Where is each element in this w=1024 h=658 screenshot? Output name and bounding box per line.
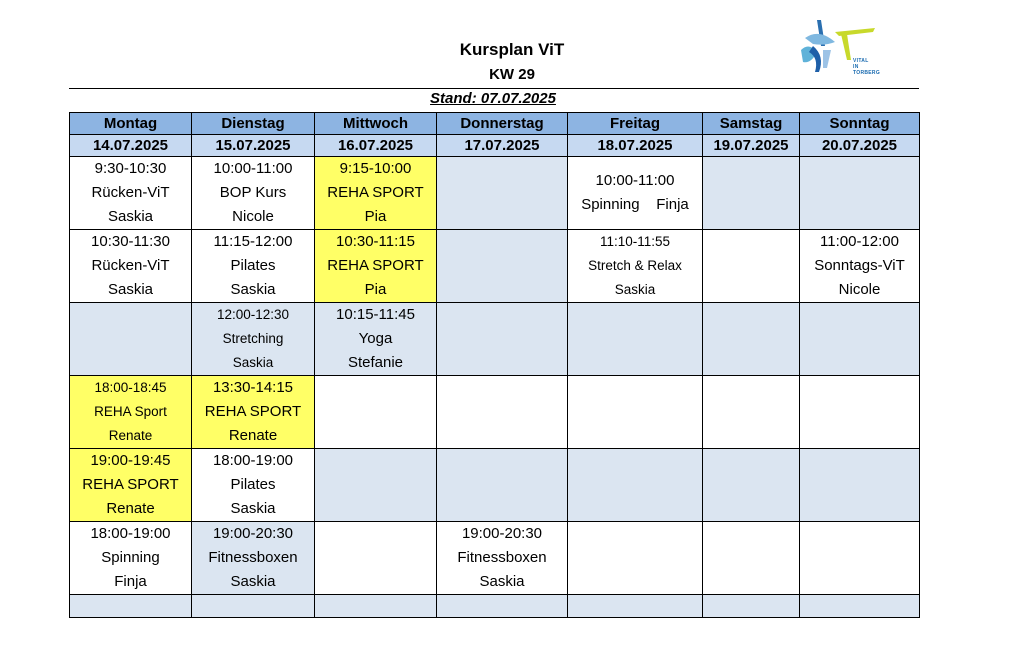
course-cell (70, 230, 192, 303)
date-header: 16.07.2025 (315, 135, 437, 157)
course-time: 10:15-11:45 (336, 306, 415, 323)
empty-cell (568, 376, 703, 449)
course-cell (192, 449, 315, 522)
course-name: Fitnessboxen (457, 549, 547, 566)
course-schedule-table (69, 112, 920, 618)
course-time: 10:30-11:15 (336, 233, 415, 250)
week-label: KW 29 (489, 66, 535, 83)
course-cell (568, 230, 703, 303)
empty-cell (703, 449, 800, 522)
course-time: 18:00-19:00 (90, 525, 171, 542)
course-name: REHA SPORT (327, 257, 424, 274)
date-header: 15.07.2025 (192, 135, 315, 157)
course-cell (192, 376, 315, 449)
course-name: Rücken-ViT (91, 257, 170, 274)
course-trainer: Saskia (107, 281, 154, 298)
logo-text-2: IN TORBERG (853, 64, 881, 76)
course-name: REHA SPORT (82, 476, 179, 493)
course-trainer: Renate (108, 428, 153, 443)
course-trainer: Saskia (230, 573, 276, 590)
schedule-row (70, 449, 920, 522)
course-trainer: Nicole (232, 208, 274, 225)
schedule-row (70, 303, 920, 376)
course-time: 10:00-11:00 (595, 172, 675, 189)
course-time: 12:00-12:30 (216, 307, 290, 322)
title-rule (69, 88, 919, 89)
course-name: Stretching (222, 331, 284, 346)
course-cell (568, 157, 703, 230)
empty-cell (437, 230, 568, 303)
empty-cell (800, 522, 920, 595)
course-name: Spinning (101, 549, 160, 566)
date-header: 19.07.2025 (703, 135, 800, 157)
course-name: Pilates (230, 257, 276, 274)
course-trainer: Nicole (838, 281, 881, 298)
course-trainer: Saskia (107, 208, 154, 225)
day-header: Montag (70, 113, 192, 135)
course-trainer: Finja (114, 573, 147, 590)
course-cell (315, 230, 437, 303)
course-name: BOP Kurs (219, 184, 287, 201)
course-name: Spinning Finja (581, 196, 689, 213)
course-time: 10:30-11:30 (91, 233, 170, 250)
course-cell (192, 303, 315, 376)
day-header: Donnerstag (437, 113, 568, 135)
day-header-row (70, 113, 920, 135)
course-time: 9:15-10:00 (339, 160, 412, 177)
course-trainer: Stefanie (347, 354, 404, 371)
day-header: Freitag (568, 113, 703, 135)
empty-row (70, 595, 920, 618)
empty-cell (437, 157, 568, 230)
course-trainer: Saskia (230, 281, 276, 298)
empty-cell (315, 376, 437, 449)
page-title: Kursplan ViT (459, 40, 565, 59)
course-cell (315, 303, 437, 376)
empty-cell (437, 449, 568, 522)
empty-cell (800, 595, 920, 618)
day-header: Dienstag (192, 113, 315, 135)
empty-cell (568, 522, 703, 595)
course-name: Fitnessboxen (208, 549, 298, 566)
empty-cell (703, 303, 800, 376)
stand-date: Stand: 07.07.2025 (430, 90, 556, 107)
empty-cell (315, 449, 437, 522)
empty-cell (437, 303, 568, 376)
course-cell (70, 376, 192, 449)
date-header: 20.07.2025 (800, 135, 920, 157)
empty-cell (437, 595, 568, 618)
course-name: Stretch & Relax (588, 258, 682, 273)
course-name: REHA SPORT (204, 403, 302, 420)
empty-cell (800, 449, 920, 522)
course-time: 11:10-11:55 (599, 234, 671, 249)
day-header: Sonntag (800, 113, 920, 135)
course-trainer: Renate (106, 500, 155, 517)
empty-cell (568, 595, 703, 618)
course-trainer: Pia (364, 281, 387, 298)
course-time: 18:00-19:00 (212, 452, 294, 469)
empty-cell (70, 303, 192, 376)
course-trainer: Pia (364, 208, 387, 225)
course-time: 11:00-12:00 (820, 233, 899, 250)
course-name: Yoga (358, 330, 393, 347)
schedule-row (70, 522, 920, 595)
course-time: 19:00-19:45 (90, 452, 171, 469)
schedule-row (70, 376, 920, 449)
date-header: 18.07.2025 (568, 135, 703, 157)
course-cell (437, 522, 568, 595)
course-cell (70, 449, 192, 522)
empty-cell (800, 303, 920, 376)
empty-cell (703, 595, 800, 618)
course-cell (70, 157, 192, 230)
empty-cell (315, 595, 437, 618)
course-name: Rücken-ViT (91, 184, 170, 201)
course-cell (315, 157, 437, 230)
course-time: 10:00-11:00 (213, 160, 293, 177)
empty-cell (437, 376, 568, 449)
empty-cell (568, 303, 703, 376)
course-time: 19:00-20:30 (212, 525, 294, 542)
course-name: Sonntags-ViT (814, 257, 905, 274)
date-header: 14.07.2025 (70, 135, 192, 157)
empty-cell (703, 230, 800, 303)
empty-cell (800, 157, 920, 230)
course-time: 19:00-20:30 (461, 525, 543, 542)
course-name: Pilates (230, 476, 276, 493)
empty-cell (192, 595, 315, 618)
course-name: REHA Sport (94, 404, 167, 419)
course-cell (192, 230, 315, 303)
course-trainer: Saskia (232, 355, 274, 370)
course-time: 9:30-10:30 (94, 160, 167, 177)
course-cell (70, 522, 192, 595)
day-header: Samstag (703, 113, 800, 135)
empty-cell (703, 376, 800, 449)
course-time: 13:30-14:15 (212, 379, 294, 396)
course-name: REHA SPORT (327, 184, 424, 201)
course-cell (800, 230, 920, 303)
course-cell (192, 157, 315, 230)
empty-cell (703, 522, 800, 595)
schedule-row (70, 230, 920, 303)
vit-logo (795, 16, 883, 76)
course-trainer: Saskia (479, 573, 525, 590)
day-header: Mittwoch (315, 113, 437, 135)
course-time: 18:00-18:45 (94, 380, 167, 395)
course-trainer: Saskia (614, 282, 656, 297)
empty-cell (315, 522, 437, 595)
course-trainer: Saskia (230, 500, 276, 517)
empty-cell (70, 595, 192, 618)
course-cell (192, 522, 315, 595)
schedule-row (70, 157, 920, 230)
course-trainer: Renate (228, 427, 278, 444)
empty-cell (568, 449, 703, 522)
empty-cell (800, 376, 920, 449)
course-time: 11:15-12:00 (213, 233, 293, 250)
date-header-row (70, 135, 920, 157)
date-header: 17.07.2025 (437, 135, 568, 157)
empty-cell (703, 157, 800, 230)
logo-text-1: VITAL (853, 58, 869, 64)
